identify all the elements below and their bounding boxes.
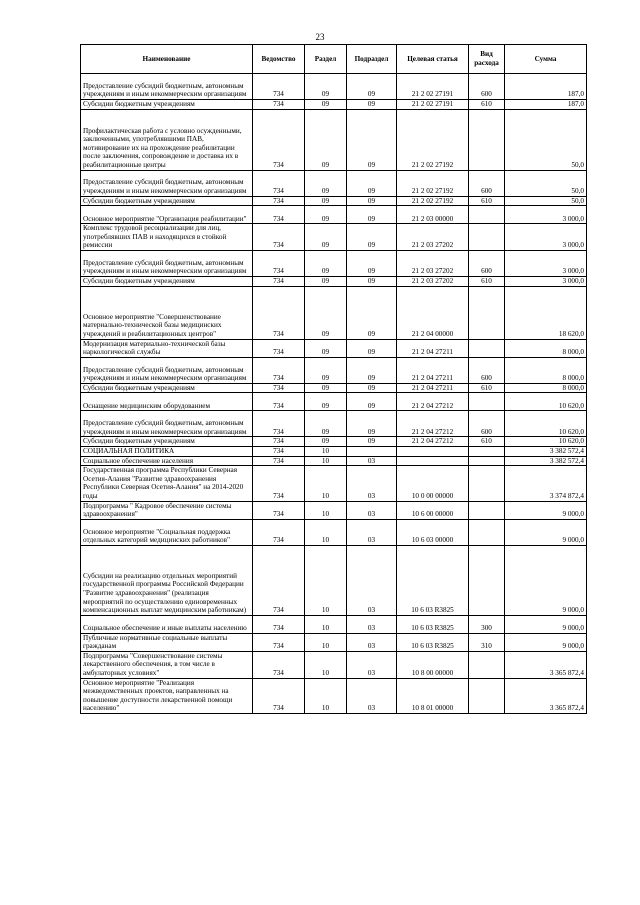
cell-subsection: 03 [347, 501, 397, 519]
cell-section: 09 [305, 109, 347, 170]
cell-expense-type [469, 224, 505, 251]
cell-target-article: 10 8 00 00000 [397, 651, 469, 678]
page-number: 23 [315, 32, 325, 42]
cell-section: 10 [305, 501, 347, 519]
cell-amount: 8 000,0 [505, 339, 587, 357]
cell-subsection [347, 446, 397, 456]
cell-target-article: 21 2 04 27212 [397, 437, 469, 447]
cell-subsection: 09 [347, 339, 397, 357]
cell-subsection: 03 [347, 615, 397, 633]
cell-subsection: 03 [347, 519, 397, 545]
header-section: Раздел [305, 45, 347, 74]
cell-target-article: 10 6 03 R3825 [397, 545, 469, 615]
header-amount: Сумма [505, 45, 587, 74]
cell-department: 734 [253, 456, 305, 466]
cell-amount: 9 000,0 [505, 519, 587, 545]
table-row [81, 633, 587, 651]
cell-department: 734 [253, 446, 305, 456]
cell-section: 09 [305, 100, 347, 110]
cell-section: 09 [305, 339, 347, 357]
cell-department: 734 [253, 170, 305, 196]
cell-subsection: 09 [347, 170, 397, 196]
table-row [81, 466, 587, 501]
cell-department: 734 [253, 206, 305, 224]
cell-name: Основное мероприятие "Организация реабилитации" [81, 206, 253, 224]
table-row [81, 651, 587, 678]
cell-section: 09 [305, 250, 347, 276]
cell-section: 09 [305, 74, 347, 100]
cell-department: 734 [253, 383, 305, 393]
cell-subsection: 03 [347, 633, 397, 651]
table-row [81, 74, 587, 100]
cell-amount: 3 382 572,4 [505, 456, 587, 466]
cell-department: 734 [253, 250, 305, 276]
cell-name: Профилактическая работа с условно осужденными, заключенными, употреблявшими ПАВ, мотивирование их на прохождение реабилитации после заключения, сопровождение и доставка их в реабилитационные центры [81, 109, 253, 170]
cell-amount: 50,0 [505, 170, 587, 196]
cell-amount: 18 620,0 [505, 286, 587, 339]
cell-expense-type [469, 393, 505, 411]
cell-target-article: 21 2 02 27192 [397, 196, 469, 206]
table-row [81, 206, 587, 224]
cell-amount: 8 000,0 [505, 357, 587, 383]
table-row [81, 545, 587, 615]
cell-name: Подпрограмма "Совершенствование системы лекарственного обеспечения, в том числе в амбулаторных условиях" [81, 651, 253, 678]
cell-expense-type: 610 [469, 383, 505, 393]
cell-amount: 9 000,0 [505, 633, 587, 651]
cell-section: 10 [305, 545, 347, 615]
cell-subsection: 09 [347, 357, 397, 383]
cell-name: Предоставление субсидий бюджетным, автономным учреждениям и иным некоммерческим организациям [81, 250, 253, 276]
cell-amount: 9 000,0 [505, 545, 587, 615]
cell-target-article: 10 6 00 00000 [397, 501, 469, 519]
cell-expense-type [469, 446, 505, 456]
cell-section: 09 [305, 170, 347, 196]
table-row [81, 437, 587, 447]
cell-target-article: 10 0 00 00000 [397, 466, 469, 501]
cell-subsection: 09 [347, 206, 397, 224]
cell-amount: 3 000,0 [505, 250, 587, 276]
cell-department: 734 [253, 437, 305, 447]
cell-name: Публичные нормативные социальные выплаты гражданам [81, 633, 253, 651]
cell-name: Социальное обеспечение населения [81, 456, 253, 466]
header-target-article: Целевая статья [397, 45, 469, 74]
table-row [81, 170, 587, 196]
table-row [81, 411, 587, 437]
table-row [81, 224, 587, 251]
cell-target-article: 21 2 03 27202 [397, 276, 469, 286]
cell-section: 09 [305, 286, 347, 339]
cell-amount: 3 382 572,4 [505, 446, 587, 456]
table-row [81, 615, 587, 633]
cell-target-article: 21 2 03 27202 [397, 224, 469, 251]
cell-amount: 3 000,0 [505, 224, 587, 251]
cell-subsection: 09 [347, 286, 397, 339]
cell-target-article: 10 6 03 R3825 [397, 633, 469, 651]
cell-department: 734 [253, 466, 305, 501]
cell-name: Оснащение медицинским оборудованием [81, 393, 253, 411]
cell-name: Основное мероприятие "Совершенствование материально-технической базы медицинских учреждений и реабилитационных центров" [81, 286, 253, 339]
cell-section: 09 [305, 224, 347, 251]
cell-department: 734 [253, 100, 305, 110]
cell-expense-type: 310 [469, 633, 505, 651]
cell-expense-type [469, 545, 505, 615]
cell-name: Подпрограмма " Кадровое обеспечение системы здравоохранения" [81, 501, 253, 519]
cell-department: 734 [253, 109, 305, 170]
cell-section: 09 [305, 206, 347, 224]
table-row [81, 456, 587, 466]
cell-section: 10 [305, 615, 347, 633]
cell-target-article: 21 2 03 27202 [397, 250, 469, 276]
cell-name: Субсидии бюджетным учреждениям [81, 437, 253, 447]
cell-target-article: 21 2 02 27191 [397, 100, 469, 110]
cell-subsection: 09 [347, 383, 397, 393]
cell-target-article [397, 456, 469, 466]
cell-name: Предоставление субсидий бюджетным, автономным учреждениям и иным некоммерческим организациям [81, 74, 253, 100]
header-expense-type: Вид расхода [469, 45, 505, 74]
cell-amount: 3 374 872,4 [505, 466, 587, 501]
cell-amount: 187,0 [505, 100, 587, 110]
cell-expense-type: 600 [469, 170, 505, 196]
cell-target-article [397, 446, 469, 456]
cell-department: 734 [253, 286, 305, 339]
cell-department: 734 [253, 196, 305, 206]
cell-section: 09 [305, 196, 347, 206]
cell-name: Социальное обеспечение и иные выплаты населению [81, 615, 253, 633]
cell-target-article: 10 6 03 R3825 [397, 615, 469, 633]
cell-department: 734 [253, 393, 305, 411]
cell-subsection: 09 [347, 196, 397, 206]
header-department: Ведомство [253, 45, 305, 74]
cell-section: 09 [305, 276, 347, 286]
cell-target-article: 10 6 03 00000 [397, 519, 469, 545]
cell-amount: 3 365 872,4 [505, 678, 587, 713]
cell-department: 734 [253, 615, 305, 633]
table-body [81, 74, 587, 714]
cell-department: 734 [253, 651, 305, 678]
cell-name: Предоставление субсидий бюджетным, автономным учреждениям и иным некоммерческим организациям [81, 411, 253, 437]
cell-subsection: 09 [347, 437, 397, 447]
cell-name: Субсидии бюджетным учреждениям [81, 196, 253, 206]
cell-expense-type [469, 286, 505, 339]
cell-section: 10 [305, 456, 347, 466]
cell-target-article: 21 2 04 27211 [397, 383, 469, 393]
cell-amount: 50,0 [505, 196, 587, 206]
cell-target-article: 21 2 04 27212 [397, 411, 469, 437]
cell-expense-type [469, 339, 505, 357]
cell-expense-type: 600 [469, 74, 505, 100]
cell-section: 10 [305, 446, 347, 456]
cell-subsection: 09 [347, 224, 397, 251]
cell-department: 734 [253, 339, 305, 357]
cell-target-article: 21 2 02 27192 [397, 170, 469, 196]
cell-department: 734 [253, 411, 305, 437]
table-row [81, 357, 587, 383]
budget-table [80, 44, 587, 714]
cell-expense-type [469, 651, 505, 678]
cell-name: СОЦИАЛЬНАЯ ПОЛИТИКА [81, 446, 253, 456]
header-row [81, 45, 587, 74]
cell-department: 734 [253, 501, 305, 519]
cell-subsection: 09 [347, 109, 397, 170]
table-row [81, 393, 587, 411]
cell-subsection: 03 [347, 545, 397, 615]
cell-name: Предоставление субсидий бюджетным, автономным учреждениям и иным некоммерческим организациям [81, 170, 253, 196]
header-subsection: Подраздел [347, 45, 397, 74]
cell-expense-type: 610 [469, 276, 505, 286]
cell-expense-type [469, 456, 505, 466]
cell-amount: 9 000,0 [505, 615, 587, 633]
table-row [81, 383, 587, 393]
cell-target-article: 21 2 04 00000 [397, 286, 469, 339]
table-row [81, 286, 587, 339]
cell-expense-type: 600 [469, 411, 505, 437]
cell-subsection: 09 [347, 250, 397, 276]
cell-department: 734 [253, 519, 305, 545]
cell-name: Государственная программа Республики Северная Осетия-Алания "Развитие здравоохранения Республики Северная Осетия-Алания" на 2014-2020 годы [81, 466, 253, 501]
header-name: Наименование [81, 45, 253, 74]
cell-amount: 10 620,0 [505, 411, 587, 437]
cell-department: 734 [253, 74, 305, 100]
cell-subsection: 03 [347, 456, 397, 466]
cell-expense-type: 600 [469, 250, 505, 276]
cell-name: Субсидии бюджетным учреждениям [81, 383, 253, 393]
cell-department: 734 [253, 276, 305, 286]
cell-expense-type [469, 109, 505, 170]
cell-amount: 8 000,0 [505, 383, 587, 393]
cell-section: 10 [305, 519, 347, 545]
cell-name: Субсидии бюджетным учреждениям [81, 100, 253, 110]
cell-amount: 3 365 872,4 [505, 651, 587, 678]
table-row [81, 196, 587, 206]
cell-amount: 10 620,0 [505, 437, 587, 447]
cell-target-article: 21 2 04 27212 [397, 393, 469, 411]
cell-name: Субсидии бюджетным учреждениям [81, 276, 253, 286]
cell-name: Предоставление субсидий бюджетным, автономным учреждениям и иным некоммерческим организациям [81, 357, 253, 383]
cell-subsection: 03 [347, 651, 397, 678]
cell-expense-type [469, 206, 505, 224]
table-row [81, 446, 587, 456]
cell-target-article: 21 2 04 27211 [397, 357, 469, 383]
cell-expense-type [469, 678, 505, 713]
cell-expense-type: 610 [469, 100, 505, 110]
cell-target-article: 10 8 01 00000 [397, 678, 469, 713]
cell-target-article: 21 2 03 00000 [397, 206, 469, 224]
cell-name: Основное мероприятие "Социальная поддержка отдельных категорий медицинских работников" [81, 519, 253, 545]
cell-target-article: 21 2 02 27191 [397, 74, 469, 100]
table-row [81, 109, 587, 170]
cell-section: 09 [305, 437, 347, 447]
cell-subsection: 09 [347, 74, 397, 100]
cell-amount: 10 620,0 [505, 393, 587, 411]
cell-department: 734 [253, 357, 305, 383]
cell-expense-type [469, 466, 505, 501]
cell-expense-type: 600 [469, 357, 505, 383]
table-row [81, 276, 587, 286]
cell-name: Субсидии на реализацию отдельных мероприятий государственной программы Российской Федерации "Развитие здравоохранения" (реализация мероприятий по осуществлению единовременных компенсационных выплат медицинским работникам) [81, 545, 253, 615]
cell-department: 734 [253, 224, 305, 251]
cell-department: 734 [253, 545, 305, 615]
table-row [81, 501, 587, 519]
table-row [81, 100, 587, 110]
cell-target-article: 21 2 02 27192 [397, 109, 469, 170]
cell-name: Комплекс трудовой ресоциализации для лиц, употреблявших ПАВ и находящихся в стойкой ремиссии [81, 224, 253, 251]
cell-name: Модернизация материально-технической базы наркологической службы [81, 339, 253, 357]
cell-section: 09 [305, 411, 347, 437]
cell-amount: 3 000,0 [505, 206, 587, 224]
cell-section: 09 [305, 383, 347, 393]
table-row [81, 678, 587, 713]
cell-name: Основное мероприятие "Реализация межведомственных проектов, направленных на повышение доступности лекарственной помощи населению" [81, 678, 253, 713]
cell-section: 09 [305, 393, 347, 411]
cell-section: 10 [305, 651, 347, 678]
cell-subsection: 09 [347, 100, 397, 110]
cell-expense-type: 610 [469, 196, 505, 206]
cell-amount: 9 000,0 [505, 501, 587, 519]
cell-section: 10 [305, 633, 347, 651]
cell-amount: 3 000,0 [505, 276, 587, 286]
cell-target-article: 21 2 04 27211 [397, 339, 469, 357]
cell-department: 734 [253, 678, 305, 713]
cell-department: 734 [253, 633, 305, 651]
table-row [81, 519, 587, 545]
cell-subsection: 03 [347, 466, 397, 501]
cell-section: 10 [305, 466, 347, 501]
cell-expense-type: 610 [469, 437, 505, 447]
cell-section: 10 [305, 678, 347, 713]
table-row [81, 250, 587, 276]
cell-subsection: 09 [347, 411, 397, 437]
cell-amount: 187,0 [505, 74, 587, 100]
cell-amount: 50,0 [505, 109, 587, 170]
cell-expense-type: 300 [469, 615, 505, 633]
cell-subsection: 09 [347, 276, 397, 286]
table-row [81, 339, 587, 357]
cell-expense-type [469, 501, 505, 519]
cell-subsection: 09 [347, 393, 397, 411]
cell-expense-type [469, 519, 505, 545]
cell-subsection: 03 [347, 678, 397, 713]
cell-section: 09 [305, 357, 347, 383]
